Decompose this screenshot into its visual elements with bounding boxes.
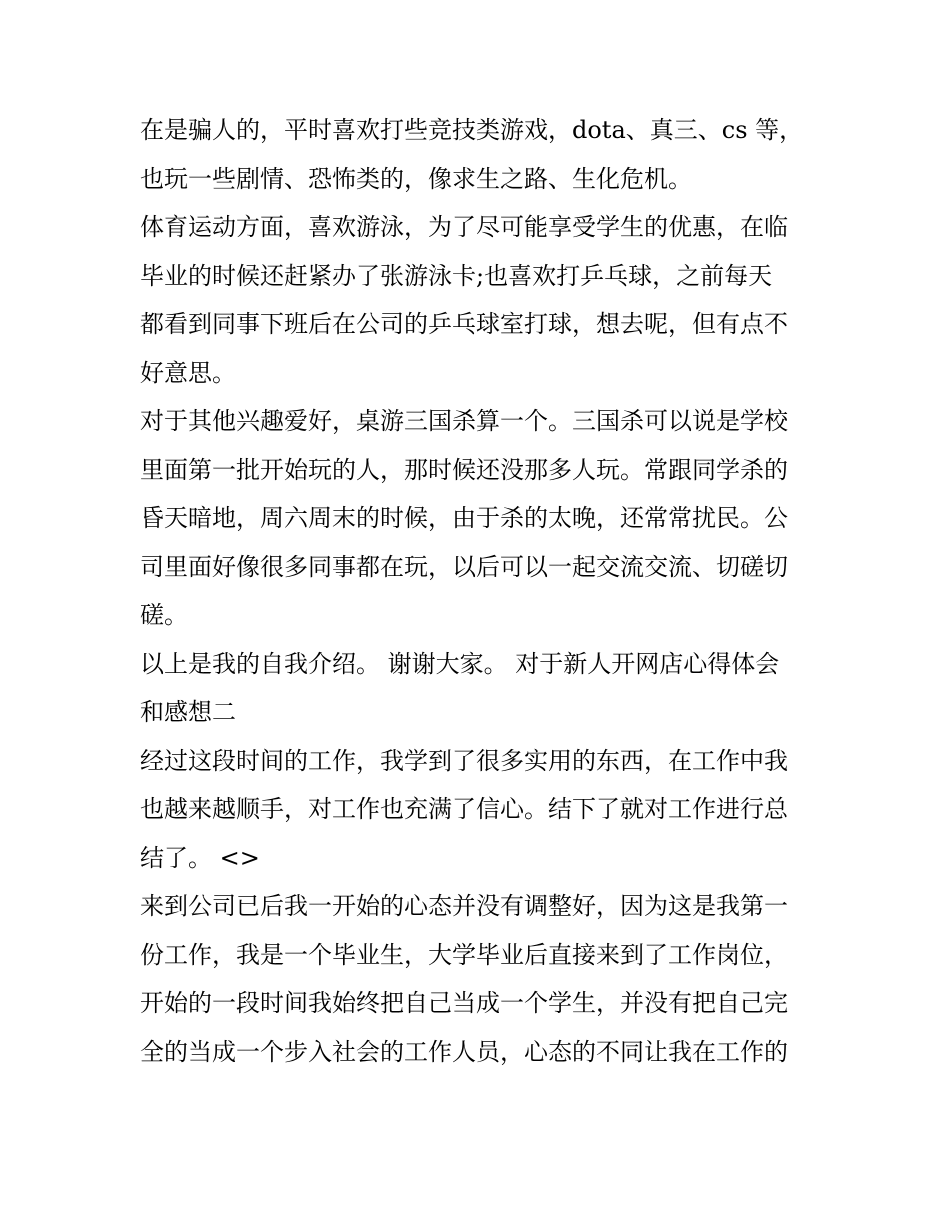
text-line: 也越来越顺手，对工作也充满了信心。结下了就对工作进行总 [140,795,788,823]
text-line: 对于其他兴趣爱好，桌游三国杀算一个。三国杀可以说是学校 [140,407,788,435]
text-line: 以上是我的自我介绍。 谢谢大家。 对于新人开网店心得体会 [140,649,780,678]
text-line: 也玩一些剧情、恐怖类的，像求生之路、生化危机。 [140,164,692,193]
text-line: 昏天暗地，周六周末的时候，由于杀的太晚，还常常扰民。公 [140,504,788,532]
text-line: 经过这段时间的工作，我学到了很多实用的东西，在工作中我 [140,746,788,775]
text-line: 份工作，我是一个毕业生，大学毕业后直接来到了工作岗位， [140,940,788,969]
text-line: 结了。 <> [140,843,260,872]
text-line: 司里面好像很多同事都在玩，以后可以一起交流交流、切磋切 [140,552,788,581]
text-line: 全的当成一个步入社会的工作人员，心态的不同让我在工作的 [140,1037,788,1066]
text-line: 毕业的时候还赶紧办了张游泳卡;也喜欢打乒乓球，之前每天 [140,261,773,290]
text-line: 都看到同事下班后在公司的乒乓球室打球，想去呢，但有点不 [140,310,788,338]
text-line: 在是骗人的，平时喜欢打些竞技类游戏，dota、真三、cs 等， [140,116,804,144]
text-line: 体育运动方面，喜欢游泳，为了尽可能享受学生的优惠，在临 [140,213,788,241]
text-line: 磋。 [140,601,188,629]
document-body [140,106,820,1076]
text-line: 和感想二 [140,698,236,726]
text-line: 开始的一段时间我始终把自己当成一个学生，并没有把自己完 [140,989,788,1017]
text-line: 来到公司已后我一开始的心态并没有调整好，因为这是我第一 [140,892,788,920]
text-line: 里面第一批开始玩的人，那时候还没那多人玩。常跟同学杀的 [140,455,788,484]
text-line: 好意思。 [140,358,236,387]
